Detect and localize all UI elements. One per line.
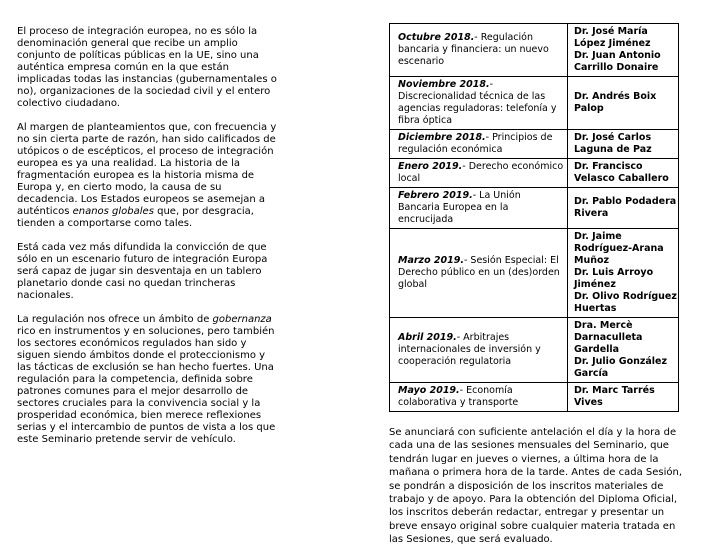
session-date: Enero 2019. — [398, 161, 463, 172]
text-line — [17, 350, 362, 362]
text-run: Está cada vez más difundida la convicción de que — [17, 242, 267, 253]
text-line — [17, 242, 362, 254]
table-row — [390, 229, 679, 318]
text-run: La regulación nos ofrece un ámbito de — [17, 314, 213, 325]
session-date: Diciembre 2018. — [398, 132, 486, 143]
italic-text-run: gobernanza — [212, 314, 272, 325]
text-line — [17, 170, 362, 182]
speakers-cell — [568, 383, 679, 412]
text-run: trabajo y de apoyo. Para la obtención del Diploma Oficial, — [389, 494, 678, 506]
session-topic: - Economía colaborativa y transporte — [398, 385, 519, 408]
text-line — [17, 398, 362, 410]
speakers-cell — [568, 130, 679, 159]
session-topic: - Principios de regulación económica — [398, 132, 553, 155]
speakers-cell — [568, 229, 679, 318]
text-line — [17, 278, 362, 290]
text-run: europea es ya una realidad. La historia de la — [17, 158, 240, 169]
text-line — [389, 453, 694, 466]
session-cell — [390, 24, 568, 77]
text-line — [17, 362, 362, 374]
text-run: fragmentación europea es la historia misma de — [17, 170, 255, 181]
text-line — [17, 98, 362, 110]
speakers-cell — [568, 159, 679, 188]
text-run: conjunto de políticas públicas en la UE, sino una — [17, 50, 259, 61]
text-line — [17, 134, 362, 146]
text-line — [17, 290, 362, 302]
text-line — [17, 194, 362, 206]
speakers-cell — [568, 318, 679, 383]
session-topic: - Sesión Especial: El Derecho público en un (des)orden global — [398, 255, 560, 290]
text-line — [17, 62, 362, 74]
speakers-cell — [568, 24, 679, 77]
schedule-table-body — [390, 24, 679, 412]
session-date: Mayo 2019. — [398, 385, 460, 396]
session-cell — [390, 318, 568, 383]
text-line — [389, 506, 694, 519]
speaker-name: Dr. Luis Arroyo Jiménez — [574, 267, 654, 290]
speaker-name: Dr. Julio González García — [574, 356, 668, 379]
text-line — [17, 254, 362, 266]
text-run: serias y el intercambio de puntos de vista a los que — [17, 422, 276, 433]
session-cell — [390, 383, 568, 412]
session-cell — [390, 229, 568, 318]
session-cell — [390, 130, 568, 159]
text-line — [17, 26, 362, 38]
text-line — [17, 122, 362, 134]
text-run: auténtica empresa común en la que están — [17, 62, 229, 73]
text-run: patrones comunes para el mejor desarrollo de — [17, 386, 249, 397]
text-run: Se anunciará con suficiente antelación el día y la hora de — [389, 427, 677, 438]
text-run: tendrán lugar en jueves o viernes, a última hora de la — [389, 453, 659, 465]
session-date: Abril 2019. — [398, 332, 457, 343]
session-topic: - Discrecionalidad técnica de las agencias reguladoras: telefonía y fibra óptica — [398, 79, 557, 126]
text-run: colectivo ciudadano. — [17, 98, 120, 109]
text-run: planetario donde casi no quedan trincheras — [17, 278, 236, 289]
text-line — [17, 182, 362, 194]
left-column — [17, 26, 362, 458]
speaker-name: Dr. Olivo Rodríguez Huertas — [574, 291, 677, 314]
text-line — [17, 434, 362, 446]
text-run: utópicos o de escépticos, el proceso de integración — [17, 146, 274, 157]
text-line — [17, 422, 362, 434]
text-line — [17, 86, 362, 98]
speaker-name: Dr. Andrés Boix Palop — [574, 91, 657, 114]
text-line — [17, 158, 362, 170]
text-run: las tácticas de exclusión se han hecho fuertes. Una — [17, 362, 274, 373]
text-run: auténticos — [17, 206, 73, 217]
text-run: no sin cierta parte de razón, han sido calificados de — [17, 134, 276, 145]
text-line — [17, 374, 362, 386]
table-row — [390, 77, 679, 130]
paragraph — [17, 314, 362, 446]
session-cell — [390, 77, 568, 130]
speaker-name: Dr. Marc Tarrés Vives — [574, 385, 655, 408]
text-line — [17, 314, 362, 326]
text-line — [17, 206, 362, 218]
paragraph — [17, 242, 362, 302]
session-date: Noviembre 2018. — [398, 79, 490, 90]
speakers-cell — [568, 188, 679, 229]
text-line — [17, 146, 362, 158]
session-cell — [390, 188, 568, 229]
text-line — [389, 480, 694, 493]
session-date: Octubre 2018. — [398, 32, 475, 43]
session-date: Febrero 2019. — [398, 190, 473, 201]
speaker-name: Dr. José María López Jiménez — [574, 26, 651, 49]
text-line — [17, 326, 362, 338]
speaker-name: Dr. Francisco Velasco Caballero — [574, 161, 669, 184]
text-line — [17, 38, 362, 50]
paragraph — [17, 122, 362, 230]
text-run: regulación para la competencia, definida sobre — [17, 374, 253, 385]
text-line — [17, 410, 362, 422]
text-run: que, por desgracia, — [153, 206, 254, 217]
text-run: este Seminario pretende servir de vehículo. — [17, 434, 236, 445]
session-topic: - Regulación bancaria y financiera: un nuevo escenario — [398, 32, 549, 67]
speaker-name: Dr. Juan Antonio Carrillo Donaire — [574, 50, 661, 73]
text-run: mañana o primera hora de la tarde. Antes de cada Sesión, — [389, 467, 683, 479]
table-row — [390, 318, 679, 383]
text-line — [17, 218, 362, 230]
text-line — [17, 74, 362, 86]
text-run: cada una de las sesiones mensuales del Seminario, que — [389, 440, 669, 452]
text-run: se pondrán a disposición de los inscritos materiales de — [389, 480, 664, 492]
text-run: Europa y, en cierto modo, la causa de su — [17, 182, 222, 193]
text-run: las Sesiones, que será evaluado. — [389, 534, 553, 546]
text-line — [17, 266, 362, 278]
text-run: breve ensayo original sobre cualquier materia tratada en — [389, 520, 676, 532]
text-run: sólo en un escenario futuro de integración Europa — [17, 254, 268, 265]
italic-text-run: enanos globales — [72, 206, 154, 217]
right-paragraph — [389, 426, 694, 547]
right-column — [389, 23, 694, 547]
text-run: los sectores económicos regulados han sido y — [17, 338, 247, 349]
text-run: siguen siendo ámbitos donde el proteccionismo y — [17, 350, 266, 361]
text-line — [389, 426, 694, 439]
speaker-name: Dr. José Carlos Laguna de Paz — [574, 132, 652, 155]
table-row — [390, 383, 679, 412]
text-run: sectores cruciales para la convivencia social y la — [17, 398, 261, 409]
speaker-name: Dr. Jaime Rodríguez-Arana Muñoz — [574, 231, 664, 266]
text-run: implicadas todas las instancias (gubernamentales o — [17, 74, 277, 85]
table-row — [390, 130, 679, 159]
text-run: El proceso de integración europea, no es sólo la — [17, 26, 258, 37]
text-run: decadencia. Los Estados europeos se asemejan a — [17, 194, 266, 205]
text-run: denominación general que recibe un amplio — [17, 38, 238, 49]
text-line — [17, 50, 362, 62]
text-line — [389, 493, 694, 506]
session-topic: - Arbitrajes internacionales de inversión y cooperación regulatoria — [398, 332, 541, 367]
text-run: rico en instrumentos y en soluciones, pero también — [17, 326, 275, 337]
text-run: tienden a comportarse como tales. — [17, 218, 193, 229]
speaker-name: Dra. Mercè Darnaculleta Gardella — [574, 320, 643, 355]
session-topic: - Derecho económico local — [398, 161, 564, 184]
session-cell — [390, 159, 568, 188]
text-line — [17, 338, 362, 350]
text-run: los inscritos deberán redactar, entregar y presentar un — [389, 507, 665, 519]
speakers-cell — [568, 77, 679, 130]
text-run: nacionales. — [17, 290, 74, 301]
table-row — [390, 188, 679, 229]
schedule-table — [389, 23, 679, 412]
table-row — [390, 159, 679, 188]
paragraph — [17, 26, 362, 110]
text-line — [17, 386, 362, 398]
speaker-name: Dr. Pablo Podadera Rivera — [574, 196, 677, 219]
session-date: Marzo 2019. — [398, 255, 464, 266]
text-run: prosperidad económica, bien merece reflexiones — [17, 410, 262, 421]
text-run: será capaz de jugar sin desventaja en un tablero — [17, 266, 262, 277]
text-line — [389, 520, 694, 533]
session-topic: - La Unión Bancaria Europea en la encrucijada — [398, 190, 521, 225]
table-row — [390, 24, 679, 77]
text-run: no), organizaciones de la sociedad civil y el entero — [17, 86, 271, 97]
text-line — [389, 439, 694, 452]
text-run: Al margen de planteamientos que, con frecuencia y — [17, 122, 277, 133]
text-line — [389, 533, 694, 546]
